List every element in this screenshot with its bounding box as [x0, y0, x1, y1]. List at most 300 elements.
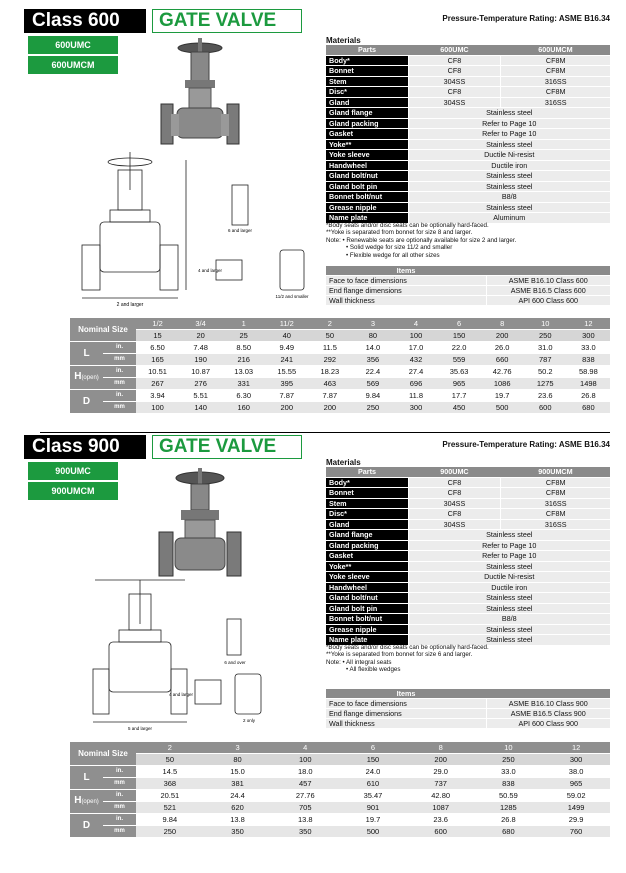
- materials-header-row: [326, 467, 610, 477]
- dimension-value: 300: [394, 402, 437, 414]
- size-mm: 250: [475, 754, 543, 766]
- dimensions-table: [70, 318, 610, 414]
- dimension-value: 6.50: [136, 342, 179, 354]
- part-material: Stainless steel: [408, 593, 610, 604]
- dimension-value: 276: [179, 378, 222, 390]
- size-mm: 15: [136, 330, 179, 342]
- part-name: Gland: [326, 97, 408, 108]
- dimension-value: 569: [351, 378, 394, 390]
- dimension-value: 100: [136, 402, 179, 414]
- dimension-value: 250: [351, 402, 394, 414]
- size-mm: 80: [204, 754, 272, 766]
- dimension-value: 42.76: [481, 366, 524, 378]
- size-inch: 8: [481, 318, 524, 330]
- model-badge: 900UMCM: [28, 482, 118, 500]
- item-label: Face to face dimensions: [326, 699, 486, 709]
- item-value: ASME B16.5 Class 900: [486, 709, 610, 719]
- item-value: ASME B16.5 Class 600: [486, 286, 610, 296]
- dimension-value: 6.30: [222, 390, 265, 402]
- materials-header-cell: Parts: [326, 467, 408, 477]
- part-name: Bonnet bolt/nut: [326, 192, 408, 203]
- materials-table: [326, 467, 610, 646]
- part-material: Stainless steel: [408, 530, 610, 541]
- dimension-value: 24.0: [339, 766, 407, 778]
- part-name: Gland flange: [326, 108, 408, 119]
- size-inch: 12: [542, 742, 610, 754]
- part-material: CF8M: [501, 509, 610, 520]
- dimension-value: 432: [394, 354, 437, 366]
- size-mm: 100: [271, 754, 339, 766]
- part-name: Handwheel: [326, 582, 408, 593]
- size-inch-row: [70, 742, 610, 754]
- part-name: Stem: [326, 498, 408, 509]
- dimension-value: 216: [222, 354, 265, 366]
- size-inch: 8: [407, 742, 475, 754]
- unit-label: mm: [103, 354, 136, 366]
- drawing-label: 5 and larger: [127, 726, 153, 731]
- part-name: Gland packing: [326, 540, 408, 551]
- materials-row: [326, 488, 610, 499]
- item-value: API 600 Class 600: [486, 296, 610, 306]
- part-material: 316SS: [501, 97, 610, 108]
- part-name: Body*: [326, 55, 408, 66]
- drawing-label: 6 and larger: [227, 228, 253, 233]
- valve-photo: [155, 468, 245, 580]
- part-material: 316SS: [501, 76, 610, 87]
- dimension-value: 29.0: [407, 766, 475, 778]
- part-material: Stainless steel: [408, 561, 610, 572]
- dimension-value: 26.8: [567, 390, 610, 402]
- unit-label: in.: [103, 366, 136, 378]
- size-inch: 6: [339, 742, 407, 754]
- dimension-value: 31.0: [524, 342, 567, 354]
- materials-row: [326, 55, 610, 66]
- dimension-value: 1498: [567, 378, 610, 390]
- dimension-value: 5.51: [179, 390, 222, 402]
- dimension-value: 38.0: [542, 766, 610, 778]
- part-material: CF8: [408, 55, 501, 66]
- materials-header-cell: 900UMCM: [501, 467, 610, 477]
- dimension-value: 680: [567, 402, 610, 414]
- unit-label: in.: [103, 790, 136, 802]
- dimension-row: [70, 826, 610, 838]
- dimension-value: 165: [136, 354, 179, 366]
- part-name: Grease nipple: [326, 624, 408, 635]
- part-name: Gland bolt pin: [326, 181, 408, 192]
- dimension-value: 350: [204, 826, 272, 838]
- item-value: ASME B16.10 Class 600: [486, 276, 610, 286]
- materials-table: [326, 45, 610, 224]
- part-name: Disc*: [326, 87, 408, 98]
- part-material: Stainless steel: [408, 181, 610, 192]
- materials-row: [326, 139, 610, 150]
- part-material: CF8M: [501, 87, 610, 98]
- drawing-label: 6 and over: [224, 660, 246, 665]
- items-table: [326, 689, 610, 729]
- items-header-row: [326, 689, 610, 699]
- size-inch: 4: [394, 318, 437, 330]
- unit-label: mm: [103, 826, 136, 838]
- materials-row: [326, 540, 610, 551]
- dimension-value: 140: [179, 402, 222, 414]
- dimension-value: 241: [265, 354, 308, 366]
- nominal-size-header: Nominal Size: [70, 742, 136, 766]
- size-mm: 300: [567, 330, 610, 342]
- drawing-label: 11/2 and smaller: [275, 294, 309, 299]
- dimension-value: 50.59: [475, 790, 543, 802]
- part-name: Gland bolt/nut: [326, 171, 408, 182]
- unit-label: in.: [103, 390, 136, 402]
- part-material: CF8M: [501, 488, 610, 499]
- materials-row: [326, 202, 610, 213]
- part-material: CF8: [408, 509, 501, 520]
- dimension-value: 18.0: [271, 766, 339, 778]
- dimension-value: 15.0: [204, 766, 272, 778]
- class-600-section: [0, 0, 626, 432]
- size-inch: 1/2: [136, 318, 179, 330]
- materials-row: [326, 150, 610, 161]
- dimension-value: 22.4: [351, 366, 394, 378]
- drawing-label: 2 only: [242, 718, 256, 723]
- part-name: Grease nipple: [326, 202, 408, 213]
- valve-photo: [155, 38, 245, 150]
- dimension-value: 331: [222, 378, 265, 390]
- part-material: 304SS: [408, 519, 501, 530]
- dimension-row: [70, 366, 610, 378]
- dimension-label: [70, 342, 103, 366]
- dimension-value: 3.94: [136, 390, 179, 402]
- size-mm: 50: [308, 330, 351, 342]
- dimension-row: [70, 802, 610, 814]
- dimension-value: 760: [542, 826, 610, 838]
- dimension-value: 1285: [475, 802, 543, 814]
- size-mm-row: [70, 754, 610, 766]
- materials-title: Materials: [326, 458, 361, 467]
- part-name: Yoke sleeve: [326, 572, 408, 583]
- part-material: Stainless steel: [408, 624, 610, 635]
- part-material: Ductile Ni-resist: [408, 150, 610, 161]
- part-material: B8/8: [408, 614, 610, 625]
- dimension-value: 200: [265, 402, 308, 414]
- part-material: Ductile iron: [408, 582, 610, 593]
- dimension-value: 368: [136, 778, 204, 790]
- part-material: Stainless steel: [408, 108, 610, 119]
- dimension-value: 7.87: [265, 390, 308, 402]
- item-label: Wall thickness: [326, 719, 486, 729]
- items-header-row: [326, 266, 610, 276]
- dimension-value: 27.4: [394, 366, 437, 378]
- size-inch: 1: [222, 318, 265, 330]
- dimension-value: 58.98: [567, 366, 610, 378]
- part-material: CF8: [408, 477, 501, 488]
- dimension-value: 9.84: [351, 390, 394, 402]
- dimension-value: 600: [524, 402, 567, 414]
- size-inch: 6: [438, 318, 481, 330]
- materials-row: [326, 582, 610, 593]
- items-table: [326, 266, 610, 306]
- dimension-label: [70, 366, 103, 390]
- size-inch: 3: [204, 742, 272, 754]
- dimension-value: 10.87: [179, 366, 222, 378]
- items-header: Items: [326, 266, 486, 276]
- size-mm: 40: [265, 330, 308, 342]
- items-row: [326, 719, 610, 729]
- pressure-rating: Pressure-Temperature Rating: ASME B16.34: [442, 14, 610, 23]
- part-material: Stainless steel: [408, 603, 610, 614]
- dimension-value: 838: [567, 354, 610, 366]
- dimension-value: 500: [481, 402, 524, 414]
- size-mm: 80: [351, 330, 394, 342]
- dimension-value: 200: [308, 402, 351, 414]
- dimension-value: 59.02: [542, 790, 610, 802]
- size-mm: 25: [222, 330, 265, 342]
- note-line: • Solid wedge for size 11/2 and smaller: [346, 244, 453, 252]
- dimension-letter: H: [74, 371, 82, 383]
- dimension-value: 19.7: [481, 390, 524, 402]
- part-material: CF8: [408, 87, 501, 98]
- dimension-value: 1275: [524, 378, 567, 390]
- size-inch: 10: [475, 742, 543, 754]
- size-mm: 200: [481, 330, 524, 342]
- part-name: Yoke sleeve: [326, 150, 408, 161]
- part-name: Handwheel: [326, 160, 408, 171]
- model-badge: 600UMCM: [28, 56, 118, 74]
- class-title: Class 900: [24, 435, 146, 459]
- unit-label: mm: [103, 802, 136, 814]
- dimension-value: 10.51: [136, 366, 179, 378]
- part-name: Gland bolt/nut: [326, 593, 408, 604]
- dimension-value: 20.51: [136, 790, 204, 802]
- materials-row: [326, 519, 610, 530]
- part-name: Yoke**: [326, 561, 408, 572]
- dimension-value: 9.84: [136, 814, 204, 826]
- class-title: Class 600: [24, 9, 146, 33]
- dimension-value: 8.50: [222, 342, 265, 354]
- materials-row: [326, 97, 610, 108]
- size-mm: 50: [136, 754, 204, 766]
- dimension-label: [70, 814, 103, 838]
- part-material: 304SS: [408, 97, 501, 108]
- part-name: Yoke**: [326, 139, 408, 150]
- size-mm: 20: [179, 330, 222, 342]
- dimension-value: 24.4: [204, 790, 272, 802]
- size-mm-row: [70, 330, 610, 342]
- size-inch: 4: [271, 742, 339, 754]
- materials-row: [326, 530, 610, 541]
- materials-row: [326, 129, 610, 140]
- dimension-value: 965: [438, 378, 481, 390]
- items-row: [326, 286, 610, 296]
- part-material: Stainless steel: [408, 635, 610, 646]
- part-name: Bonnet bolt/nut: [326, 614, 408, 625]
- part-material: Refer to Page 10: [408, 118, 610, 129]
- dimension-value: 17.7: [438, 390, 481, 402]
- part-material: CF8M: [501, 66, 610, 77]
- model-badge: 600UMC: [28, 36, 118, 54]
- dimension-value: 13.8: [204, 814, 272, 826]
- dimension-label: [70, 390, 103, 414]
- dimension-label: [70, 790, 103, 814]
- dimension-label: [70, 766, 103, 790]
- materials-notes: [326, 644, 489, 674]
- dimension-value: 33.0: [475, 766, 543, 778]
- size-inch-row: [70, 318, 610, 330]
- item-label: Face to face dimensions: [326, 276, 486, 286]
- dimension-value: 500: [339, 826, 407, 838]
- part-material: B8/8: [408, 192, 610, 203]
- dimension-value: 14.5: [136, 766, 204, 778]
- note-line: **Yoke is separated from bonnet for size 6 and larger.: [326, 651, 473, 659]
- dimension-value: 267: [136, 378, 179, 390]
- part-material: CF8M: [501, 477, 610, 488]
- dimension-row: [70, 814, 610, 826]
- dimension-value: 7.48: [179, 342, 222, 354]
- dimension-letter: H: [74, 795, 82, 807]
- part-material: Refer to Page 10: [408, 540, 610, 551]
- part-material: Stainless steel: [408, 171, 610, 182]
- part-material: Stainless steel: [408, 139, 610, 150]
- part-material: Ductile Ni-resist: [408, 572, 610, 583]
- dimension-value: 11.5: [308, 342, 351, 354]
- dimension-row: [70, 354, 610, 366]
- part-material: Stainless steel: [408, 202, 610, 213]
- part-material: 316SS: [501, 498, 610, 509]
- dimension-letter: D: [82, 820, 91, 832]
- dimension-value: 35.63: [438, 366, 481, 378]
- dimension-value: 381: [204, 778, 272, 790]
- valve-title: GATE VALVE: [152, 9, 302, 33]
- dimension-value: 15.55: [265, 366, 308, 378]
- materials-row: [326, 171, 610, 182]
- item-value: ASME B16.10 Class 900: [486, 699, 610, 709]
- materials-row: [326, 614, 610, 625]
- part-name: Stem: [326, 76, 408, 87]
- materials-header-cell: 600UMC: [408, 45, 501, 55]
- materials-row: [326, 87, 610, 98]
- dimension-value: 521: [136, 802, 204, 814]
- size-inch: 2: [308, 318, 351, 330]
- dimension-value: 600: [407, 826, 475, 838]
- section-header: [24, 435, 302, 459]
- size-mm: 250: [524, 330, 567, 342]
- dimension-value: 22.0: [438, 342, 481, 354]
- pressure-rating: Pressure-Temperature Rating: ASME B16.34: [442, 440, 610, 449]
- items-header-blank: [486, 266, 610, 276]
- materials-row: [326, 118, 610, 129]
- materials-header-cell: 900UMC: [408, 467, 501, 477]
- part-name: Body*: [326, 477, 408, 488]
- items-row: [326, 699, 610, 709]
- valve-drawing: [70, 150, 320, 310]
- dimension-value: 17.0: [394, 342, 437, 354]
- size-mm: 100: [394, 330, 437, 342]
- items-row: [326, 296, 610, 306]
- dimension-row: [70, 342, 610, 354]
- dimension-value: 33.0: [567, 342, 610, 354]
- materials-row: [326, 181, 610, 192]
- materials-row: [326, 509, 610, 520]
- materials-notes: [326, 222, 516, 259]
- note-line: *Body seats and/or disc seats can be optionally hard-faced.: [326, 222, 489, 229]
- items-row: [326, 709, 610, 719]
- dimension-value: 14.0: [351, 342, 394, 354]
- valve-drawing: [85, 574, 315, 734]
- item-label: Wall thickness: [326, 296, 486, 306]
- dimensions-table: [70, 742, 610, 838]
- dimension-value: 27.76: [271, 790, 339, 802]
- part-material: Refer to Page 10: [408, 129, 610, 140]
- dimension-value: 559: [438, 354, 481, 366]
- unit-label: mm: [103, 378, 136, 390]
- dimension-row: [70, 778, 610, 790]
- materials-row: [326, 551, 610, 562]
- part-material: Aluminum: [408, 213, 610, 224]
- materials-row: [326, 477, 610, 488]
- size-inch: 2: [136, 742, 204, 754]
- note-line: • Flexible wedge for all other sizes: [346, 251, 440, 259]
- dimension-sub: (open): [81, 375, 99, 382]
- size-inch: 11/2: [265, 318, 308, 330]
- dimension-value: 11.8: [394, 390, 437, 402]
- drawing-label: 2 and larger: [116, 302, 144, 308]
- dimension-row: [70, 402, 610, 414]
- part-name: Bonnet: [326, 66, 408, 77]
- dimension-value: 450: [438, 402, 481, 414]
- part-name: Gland: [326, 519, 408, 530]
- dimension-value: 23.6: [524, 390, 567, 402]
- dimension-value: 457: [271, 778, 339, 790]
- part-material: 316SS: [501, 519, 610, 530]
- part-name: Gland flange: [326, 530, 408, 541]
- materials-header-cell: Parts: [326, 45, 408, 55]
- dimension-value: 26.0: [481, 342, 524, 354]
- dimension-value: 965: [542, 778, 610, 790]
- dimension-value: 901: [339, 802, 407, 814]
- dimension-value: 660: [481, 354, 524, 366]
- dimension-row: [70, 790, 610, 802]
- dimension-value: 680: [475, 826, 543, 838]
- materials-row: [326, 160, 610, 171]
- dimension-value: 160: [222, 402, 265, 414]
- nominal-size-header: Nominal Size: [70, 318, 136, 342]
- dimension-value: 838: [475, 778, 543, 790]
- materials-header-cell: 600UMCM: [501, 45, 610, 55]
- dimension-letter: D: [82, 396, 91, 408]
- dimension-value: 620: [204, 802, 272, 814]
- dimension-value: 1499: [542, 802, 610, 814]
- dimension-value: 610: [339, 778, 407, 790]
- part-name: Name plate: [326, 213, 408, 224]
- note-line: Note: • Renewable seats are optionally available for size 2 and larger.: [326, 236, 517, 244]
- dimension-value: 9.49: [265, 342, 308, 354]
- dimension-value: 7.87: [308, 390, 351, 402]
- dimension-value: 26.8: [475, 814, 543, 826]
- note-line: *Body seats and/or disc seats can be optionally hard-faced.: [326, 644, 489, 651]
- dimension-value: 35.47: [339, 790, 407, 802]
- dimension-value: 190: [179, 354, 222, 366]
- part-material: Ductile iron: [408, 160, 610, 171]
- materials-row: [326, 108, 610, 119]
- materials-row: [326, 561, 610, 572]
- part-name: Name plate: [326, 635, 408, 646]
- item-value: API 600 Class 900: [486, 719, 610, 729]
- part-name: Gasket: [326, 129, 408, 140]
- materials-row: [326, 66, 610, 77]
- dimension-value: 292: [308, 354, 351, 366]
- materials-row: [326, 498, 610, 509]
- dimension-value: 13.8: [271, 814, 339, 826]
- dimension-value: 29.9: [542, 814, 610, 826]
